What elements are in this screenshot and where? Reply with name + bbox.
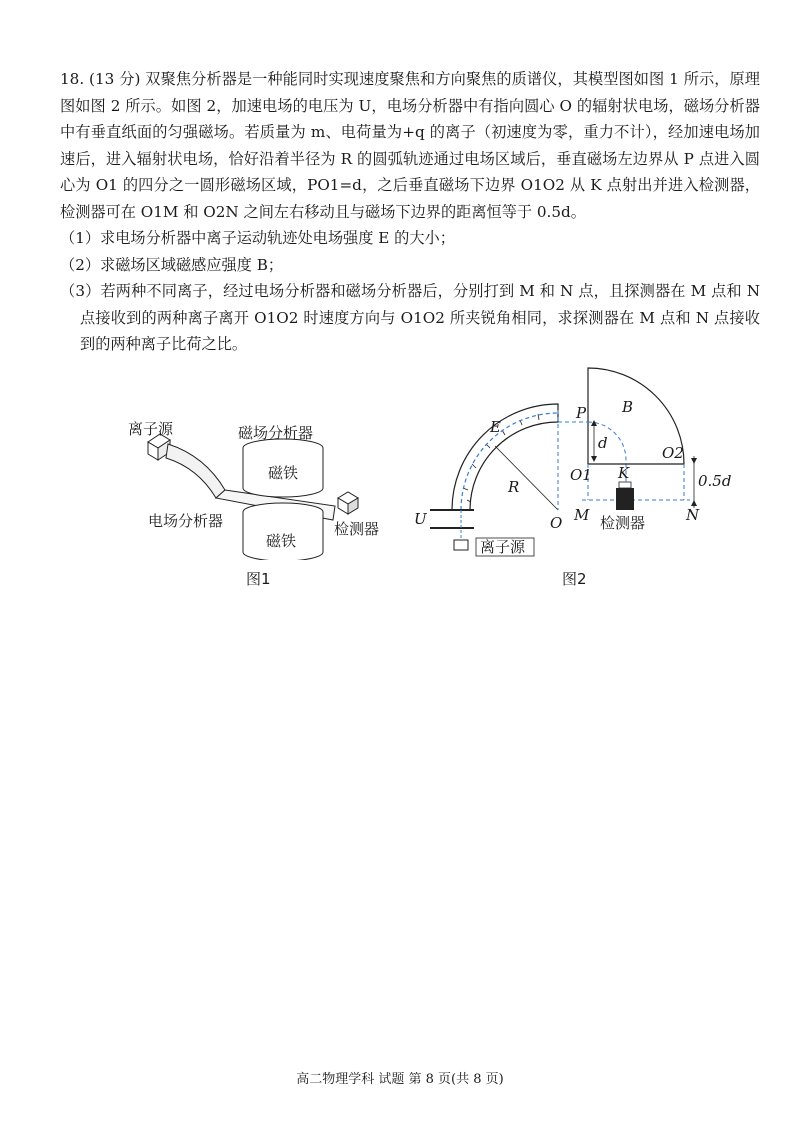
label-half-d: 0.5d	[698, 472, 732, 490]
label-K: K	[618, 464, 630, 482]
label-R: R	[508, 478, 520, 496]
electric-analyzer-tube	[166, 444, 225, 498]
page-footer: 高二物理学科 试题 第 8 页(共 8 页)	[296, 1072, 504, 1087]
label-N: N	[686, 506, 700, 524]
label-U: U	[414, 510, 427, 528]
label-magnet-bottom: 磁铁	[266, 532, 297, 550]
detector-block	[616, 488, 634, 510]
question-3: （3）若两种不同离子，经过电场分析器和磁场分析器后，分别打到 M 和 N 点，且探测器在 M 点和 N 点接收到的两种离子离开 O1O2 时速度方向与 O1O2 所夹锐角相同，求探测器在 M 点和 N 点接收到的两种离子比荷之比。	[60, 282, 760, 353]
figures	[0, 360, 800, 600]
problem-statement: 18. (13 分) 双聚焦分析器是一种能同时实现速度聚焦和方向聚焦的质谱仪，其模型图如图 1 所示，原理图如图 2 所示。如图 2，加速电场的电压为 U，电场分析器中有指向圆心 O 的辐射状电场，磁场分析器中有垂直纸面的匀强磁场。若质量为 m、电荷量为+q 的离子（初速度为零，重力不计），经加速电场加速后，进入辐射状电场，恰好沿着半径为 R 的圆弧轨迹通过电场区域后，垂直磁场左边界从 P 点进入圆心为 O1 的四分之一圆形磁场区域，PO1=d，之后垂直磁场下边界 O1O2 从 K 点射出并进入检测器，检测器可在 O1M 和 O2N 之间左右移动且与磁场下边界的距离恒等于 0.5d。	[60, 70, 760, 221]
label-M: M	[574, 506, 590, 524]
label-detector-2: 检测器	[600, 514, 646, 532]
label-P: P	[576, 404, 587, 422]
label-E: E	[490, 418, 501, 436]
label-ion-source: 离子源	[128, 420, 174, 438]
label-d: d	[598, 434, 608, 452]
label-O2: O2	[662, 444, 684, 462]
label-ion-source-2: 离子源	[480, 538, 526, 556]
label-detector: 检测器	[334, 520, 380, 538]
problem-18	[60, 66, 760, 358]
label-magnetic-analyzer: 磁场分析器	[238, 424, 314, 442]
figure-1	[120, 360, 400, 560]
question-1: （1）求电场分析器中离子运动轨迹处电场强度 E 的大小；	[60, 229, 455, 247]
label-electric-analyzer: 电场分析器	[148, 512, 224, 530]
label-O: O	[550, 514, 563, 532]
figure-1-caption: 图1	[246, 570, 271, 588]
label-O1: O1	[570, 466, 592, 484]
radius-line	[495, 446, 558, 510]
figure-2-caption: 图2	[562, 570, 587, 588]
source-box	[454, 540, 468, 550]
detector-box	[338, 492, 358, 514]
label-magnet-top: 磁铁	[268, 464, 299, 482]
question-2: （2）求磁场区域磁感应强度 B；	[60, 255, 284, 274]
figure-2	[410, 360, 740, 570]
label-B: B	[622, 398, 634, 416]
